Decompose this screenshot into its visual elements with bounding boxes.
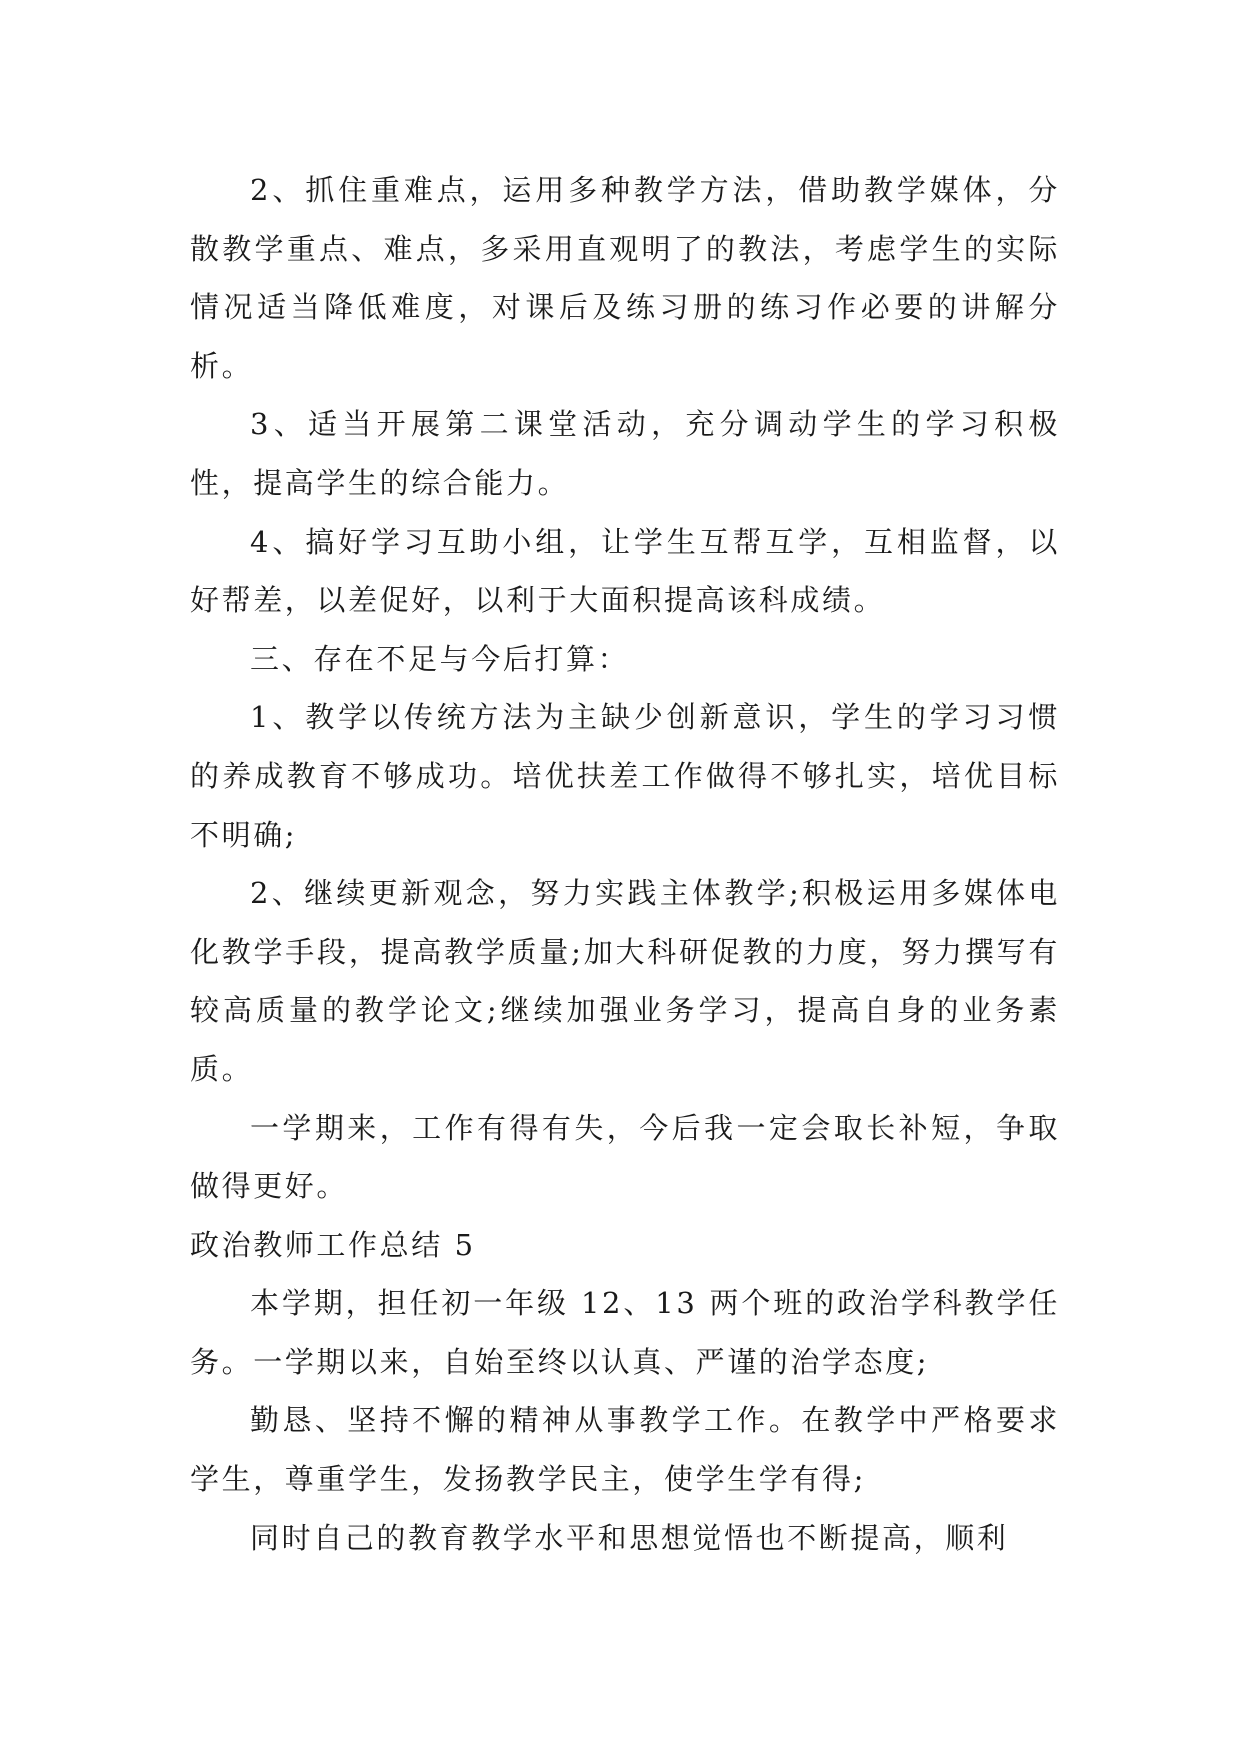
paragraph-conclusion: 一学期来，工作有得有失，今后我一定会取长补短，争取做得更好。: [190, 1110, 1060, 1204]
paragraph-shortcoming-2: 2、继续更新观念，努力实践主体教学;积极运用多媒体电化教学手段，提高教学质量;加大科研促教的力度，努力撰写有较高质量的教学论文;继续加强业务学习，提高自身的业务素质。: [190, 876, 1060, 1086]
paragraph-point-4: 4、搞好学习互助小组，让学生互帮互学，互相监督，以好帮差，以差促好，以利于大面积提高该科成绩。: [190, 524, 1060, 618]
section-title-summary-5: 政治教师工作总结 5: [190, 1227, 476, 1262]
document-body: [190, 161, 1060, 1567]
paragraph-shortcoming-1: 1、教学以传统方法为主缺少创新意识，学生的学习习惯的养成教育不够成功。培优扶差工作做得不够扎实，培优目标不明确;: [190, 700, 1060, 852]
paragraph-summary-continued: 同时自己的教育教学水平和思想觉悟也不断提高，顺利: [250, 1520, 1009, 1555]
paragraph-point-3: 3、适当开展第二课堂活动，充分调动学生的学习积极性，提高学生的综合能力。: [190, 407, 1060, 500]
paragraph-point-2: 2、抓住重难点，运用多种教学方法，借助教学媒体，分散教学重点、难点，多采用直观明了的教法，考虑学生的实际情况适当降低难度，对课后及练习册的练习作必要的讲解分析。: [190, 173, 1060, 383]
section-heading-shortcomings: 三、存在不足与今后打算：: [250, 641, 630, 676]
paragraph-summary-diligence: 勤恳、坚持不懈的精神从事教学工作。在教学中严格要求学生，尊重学生，发扬教学民主，使学生学有得;: [190, 1403, 1060, 1497]
paragraph-summary-intro: 本学期，担任初一年级 12、13 两个班的政治学科教学任务。一学期以来，自始至终以认真、严谨的治学态度;: [190, 1286, 1060, 1379]
